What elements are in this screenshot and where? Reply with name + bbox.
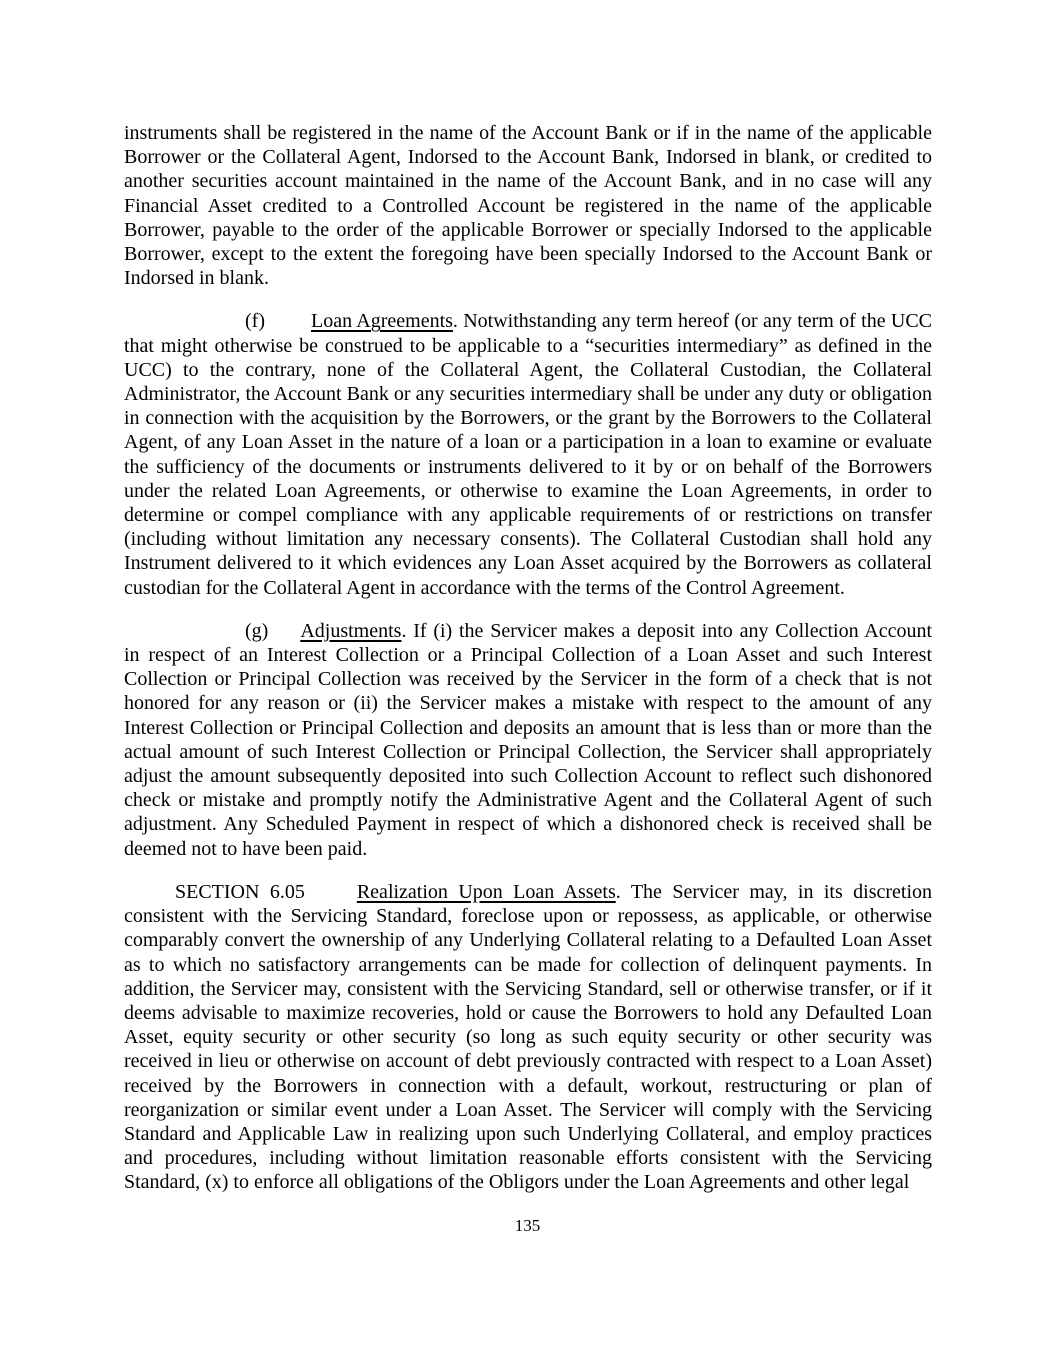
paragraph-f xyxy=(124,309,932,599)
section-6-05-label: SECTION 6.05 xyxy=(175,880,305,903)
paragraph-g-heading: Adjustments xyxy=(300,619,402,642)
paragraph-f-label: (f) xyxy=(245,310,265,333)
section-6-05 xyxy=(124,880,932,1195)
paragraph-g-text: If (i) the Servicer makes a deposit into any Collection Account in respect of an Interest Collection or a Principal Collection of a Loan Asset and such Interest Collection or Principal Collection was received by the Servicer in the form of a check that is not honored for any reason or (ii) the Servicer makes a mistake with respect to the amount of any Interest Collection or Principal Collection and deposits an amount that is less than or more than the actual amount of such Interest Collection or Principal Collection, the Servicer shall appropriately adjust the amount subsequently deposited into such Collection Account to reflect such dishonored check or mistake and promptly notify the Administrative Agent and the Collateral Agent of such adjustment. Any Scheduled Payment in respect of which a dishonored check is received shall be deemed not to have been paid. xyxy=(124,619,932,860)
paragraph-g-label: (g) xyxy=(245,619,269,642)
paragraph-continuation-text: instruments shall be registered in the name of the Account Bank or if in the name of the applicable Borrower or the Collateral Agent, Indorsed to the Account Bank, Indorsed in blank, or credited to another securities account maintained in the name of the Account Bank, and in no case will any Financial Asset credited to a Controlled Account be registered in the name of the applicable Borrower, payable to the order of the applicable Borrower or specially Indorsed to the applicable Borrower, except to the extent the foregoing have been specially Indorsed to the Account Bank or Indorsed in blank. xyxy=(124,122,932,290)
paragraph-g-separator: . xyxy=(401,619,414,642)
section-6-05-separator: . xyxy=(615,880,631,903)
paragraph-continuation xyxy=(124,121,932,290)
section-6-05-text: The Servicer may, in its discretion consistent with the Servicing Standard, foreclose upon or repossess, as applicable, or otherwise comparably convert the ownership of any Underlying Collateral relating to a Defaulted Loan Asset as to which no satisfactory arrangements can be made for collection of delinquent payments. In addition, the Servicer may, consistent with the Servicing Standard, sell or otherwise transfer, or if it deems advisable to maximize recoveries, hold or cause the Borrowers to hold any Defaulted Loan Asset, equity security or other security (so long as such equity security or other security was received in lieu or otherwise on account of debt previously contracted with respect to a Loan Asset) received by the Borrowers in connection with a default, workout, restructuring or plan of reorganization or similar event under a Loan Asset. The Servicer will comply with the Servicing Standard and Applicable Law in realizing upon such Underlying Collateral, and employ practices and procedures, including without limitation reasonable efforts consistent with the Servicing Standard, (x) to enforce all obligations of the Obligors under the Loan Agreements and other legal xyxy=(124,880,932,1194)
section-6-05-heading: Realization Upon Loan Assets xyxy=(356,880,616,903)
page-content xyxy=(124,121,932,1195)
paragraph-f-heading: Loan Agreements xyxy=(310,310,453,333)
paragraph-f-text: Notwithstanding any term hereof (or any term of the UCC that might otherwise be construed to be applicable to a “securities intermediary” as defined in the UCC) to the contrary, none of the Collateral Agent, the Collateral Custodian, the Collateral Administrator, the Account Bank or any securities intermediary shall be under any duty or obligation in connection with the acquisition by the Borrowers, or the grant by the Borrowers to the Collateral Agent, of any Loan Asset in the nature of a loan or a participation in a loan to examine or evaluate the sufficiency of the documents or instruments delivered to it by or on behalf of the Borrowers under the related Loan Agreements, or otherwise to examine the Loan Agreements, in order to determine or compel compliance with any applicable requirements of or restrictions on transfer (including without limitation any necessary consents). The Collateral Custodian shall hold any Instrument delivered to it which evidences any Loan Asset acquired by the Borrowers as collateral custodian for the Collateral Agent in accordance with the terms of the Control Agreement. xyxy=(124,310,933,599)
page-number: 135 xyxy=(514,1216,541,1235)
paragraph-g xyxy=(124,619,932,861)
paragraph-f-separator: . xyxy=(452,310,464,333)
